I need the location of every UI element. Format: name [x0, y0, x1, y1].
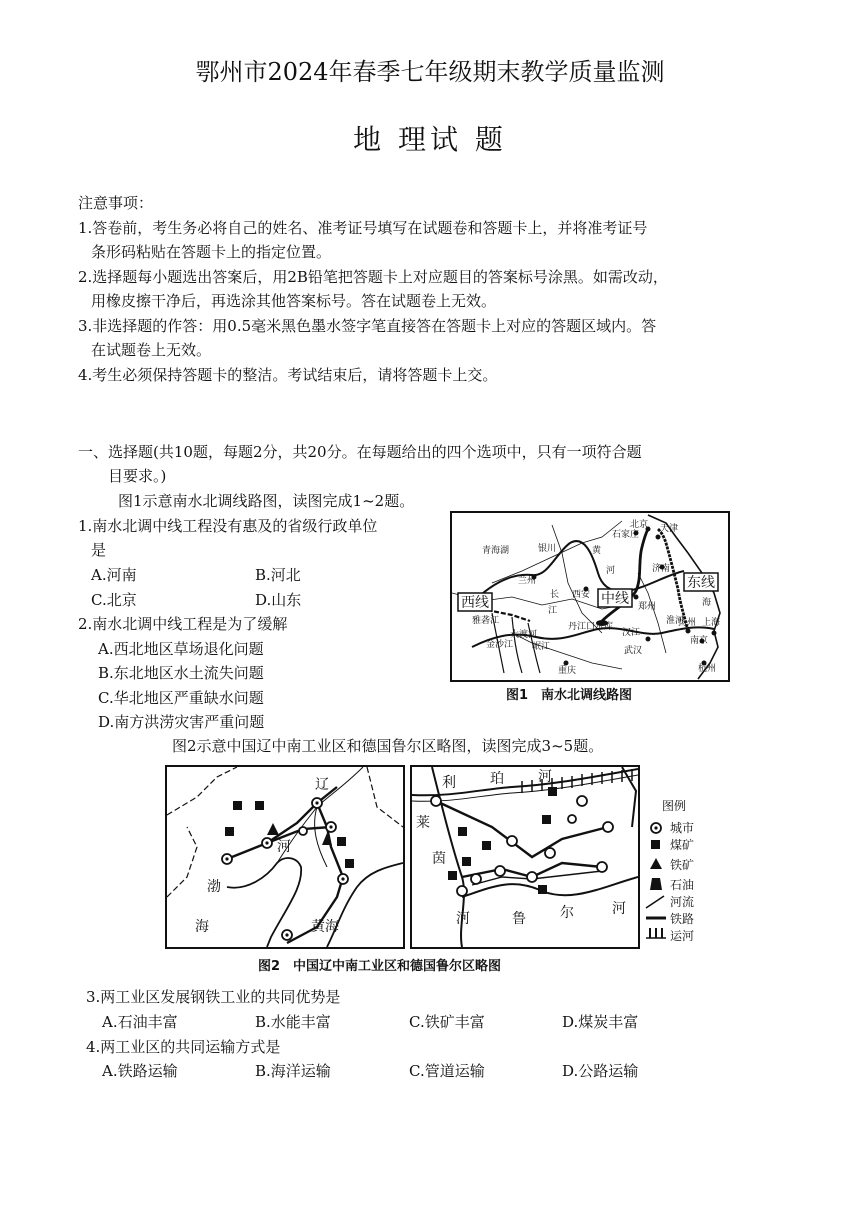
question-4-option-c: C.管道运输 — [409, 1062, 485, 1080]
map-label: 辽 — [315, 777, 329, 793]
legend-item: 铁矿 — [670, 858, 695, 872]
question-1-option-d: D.山东 — [255, 591, 302, 609]
map-label: 丹江口水库 — [568, 622, 614, 632]
figure1-map — [450, 511, 730, 682]
map-label: 江 — [548, 606, 558, 616]
map-label: 中线 — [601, 591, 629, 607]
figure2-caption: 图2 中国辽中南工业区和德国鲁尔区略图 — [258, 959, 502, 974]
legend-item: 铁路 — [670, 912, 695, 926]
map-label: 上海 — [702, 618, 721, 628]
question-3-option-a: A.石油丰富 — [102, 1013, 178, 1031]
question-1-option-a: A.河南 — [91, 566, 137, 584]
question-3-option-c: C.铁矿丰富 — [409, 1013, 485, 1031]
question-2-stem: 2.南水北调中线工程是为了缓解 — [78, 615, 288, 633]
map-label: 河 — [606, 566, 616, 576]
figure2-intro: 图2示意中国辽中南工业区和德国鲁尔区略图，读图完成3~5题。 — [172, 737, 604, 755]
subject-title: 地 理试 题 — [353, 123, 507, 156]
map-label: 天津 — [660, 524, 679, 534]
legend-item: 煤矿 — [670, 838, 695, 852]
figure2-liaoning-map — [165, 765, 405, 949]
map-label: 茵 — [432, 851, 446, 867]
map-label: 淮河 — [666, 616, 685, 626]
question-2-option-a: A.西北地区草场退化问题 — [98, 640, 264, 658]
map-label: 杭州 — [698, 664, 717, 674]
legend-item: 河流 — [670, 895, 695, 909]
map-label: 济南 — [652, 564, 671, 574]
notice-item: 2.选择题每小题选出答案后，用2B铅笔把答题卡上对应题目的答案标号涂黑。如需改动， — [78, 268, 668, 286]
map-label: 尔 — [560, 905, 574, 921]
map-label: 重庆 — [558, 666, 577, 676]
notice-item: 4.考生必须保持答题卡的整洁。考试结束后，请将答题卡上交。 — [78, 366, 498, 384]
question-1-stem-cont: 是 — [91, 541, 107, 559]
map-label: 汉江 — [622, 628, 641, 638]
map-label: 扬州 — [678, 618, 697, 628]
question-2-option-b: B.东北地区水土流失问题 — [98, 664, 264, 682]
map-label: 青海湖 — [482, 546, 510, 556]
legend-item: 石油 — [670, 878, 695, 892]
figure1-caption: 图1 南水北调线路图 — [506, 688, 633, 703]
notice-heading: 注意事项： — [78, 194, 154, 212]
map-label: 银川 — [538, 544, 557, 554]
question-4-option-d: D.公路运输 — [562, 1062, 639, 1080]
map-label: 金沙江 — [486, 640, 514, 650]
question-4-option-b: B.海洋运输 — [255, 1062, 331, 1080]
question-4-stem: 4.两工业区的共同运输方式是 — [86, 1038, 281, 1056]
map-label: 海 — [702, 598, 712, 608]
figure2-ruhr-map — [410, 765, 640, 949]
exam-title: 鄂州市2024年春季七年级期末教学质量监测 — [195, 58, 665, 86]
map-label: 岷江 — [532, 642, 551, 652]
map-label: 西线 — [461, 595, 489, 611]
map-label: 黄海 — [311, 919, 339, 935]
figure2-legend — [642, 796, 704, 946]
map-label: 武汉 — [624, 646, 643, 656]
map-label: 郑州 — [638, 602, 657, 612]
question-4-option-a: A.铁路运输 — [102, 1062, 178, 1080]
map-label: 兰州 — [518, 576, 537, 586]
map-label: 莱 — [416, 815, 430, 831]
notice-item: 3.非选择题的作答：用0.5毫米黑色墨水签字笔直接答在答题卡上对应的答题区域内。答 — [78, 317, 657, 335]
section-heading: 一、选择题(共10题，每题2分，共20分。在每题给出的四个选项中，只有一项符合题 — [78, 443, 642, 461]
notice-item: 用橡皮擦干净后，再选涂其他答案标号。答在试题卷上无效。 — [91, 292, 497, 310]
legend-item: 运河 — [670, 929, 695, 943]
map-label: 长 — [550, 590, 560, 600]
figure1-intro: 图1示意南水北调线路图，读图完成1~2题。 — [118, 492, 415, 510]
question-1-stem: 1.南水北调中线工程没有惠及的省级行政单位 — [78, 517, 378, 535]
map-label: 河 — [277, 839, 291, 855]
section-heading-cont: 目要求。) — [108, 467, 167, 485]
map-label: 渤 — [207, 879, 221, 895]
legend-title: 图例 — [662, 799, 687, 813]
question-3-option-b: B.水能丰富 — [255, 1013, 331, 1031]
notice-item: 在试题卷上无效。 — [91, 341, 212, 359]
map-label: 北京 — [630, 520, 649, 530]
map-label: 鲁 — [512, 911, 526, 927]
notice-item: 条形码粘贴在答题卡上的指定位置。 — [91, 243, 332, 261]
map-label: 雅砻江 — [472, 616, 500, 626]
map-label: 大渡河 — [510, 630, 538, 640]
question-3-stem: 3.两工业区发展钢铁工业的共同优势是 — [86, 988, 341, 1006]
question-1-option-b: B.河北 — [255, 566, 301, 584]
legend-item: 城市 — [670, 821, 695, 835]
map-label: 石家庄 — [612, 530, 640, 540]
question-2-option-d: D.南方洪涝灾害严重问题 — [98, 713, 265, 731]
question-1-option-c: C.北京 — [91, 591, 137, 609]
map-label: 海 — [195, 919, 209, 935]
map-label: 黄 — [592, 546, 602, 556]
map-label: 珀 — [490, 771, 504, 787]
question-2-option-c: C.华北地区严重缺水问题 — [98, 689, 264, 707]
notice-item: 1.答卷前，考生务必将自己的姓名、准考证号填写在试题卷和答题卡上，并将准考证号 — [78, 219, 648, 237]
map-label: 利 — [442, 775, 456, 791]
map-label: 河 — [456, 911, 470, 927]
question-3-option-d: D.煤炭丰富 — [562, 1013, 639, 1031]
map-label: 河 — [538, 769, 552, 785]
map-label: 南京 — [690, 636, 709, 646]
map-label: 西安 — [572, 590, 591, 600]
map-label: 东线 — [687, 575, 715, 591]
map-label: 河 — [612, 901, 626, 917]
